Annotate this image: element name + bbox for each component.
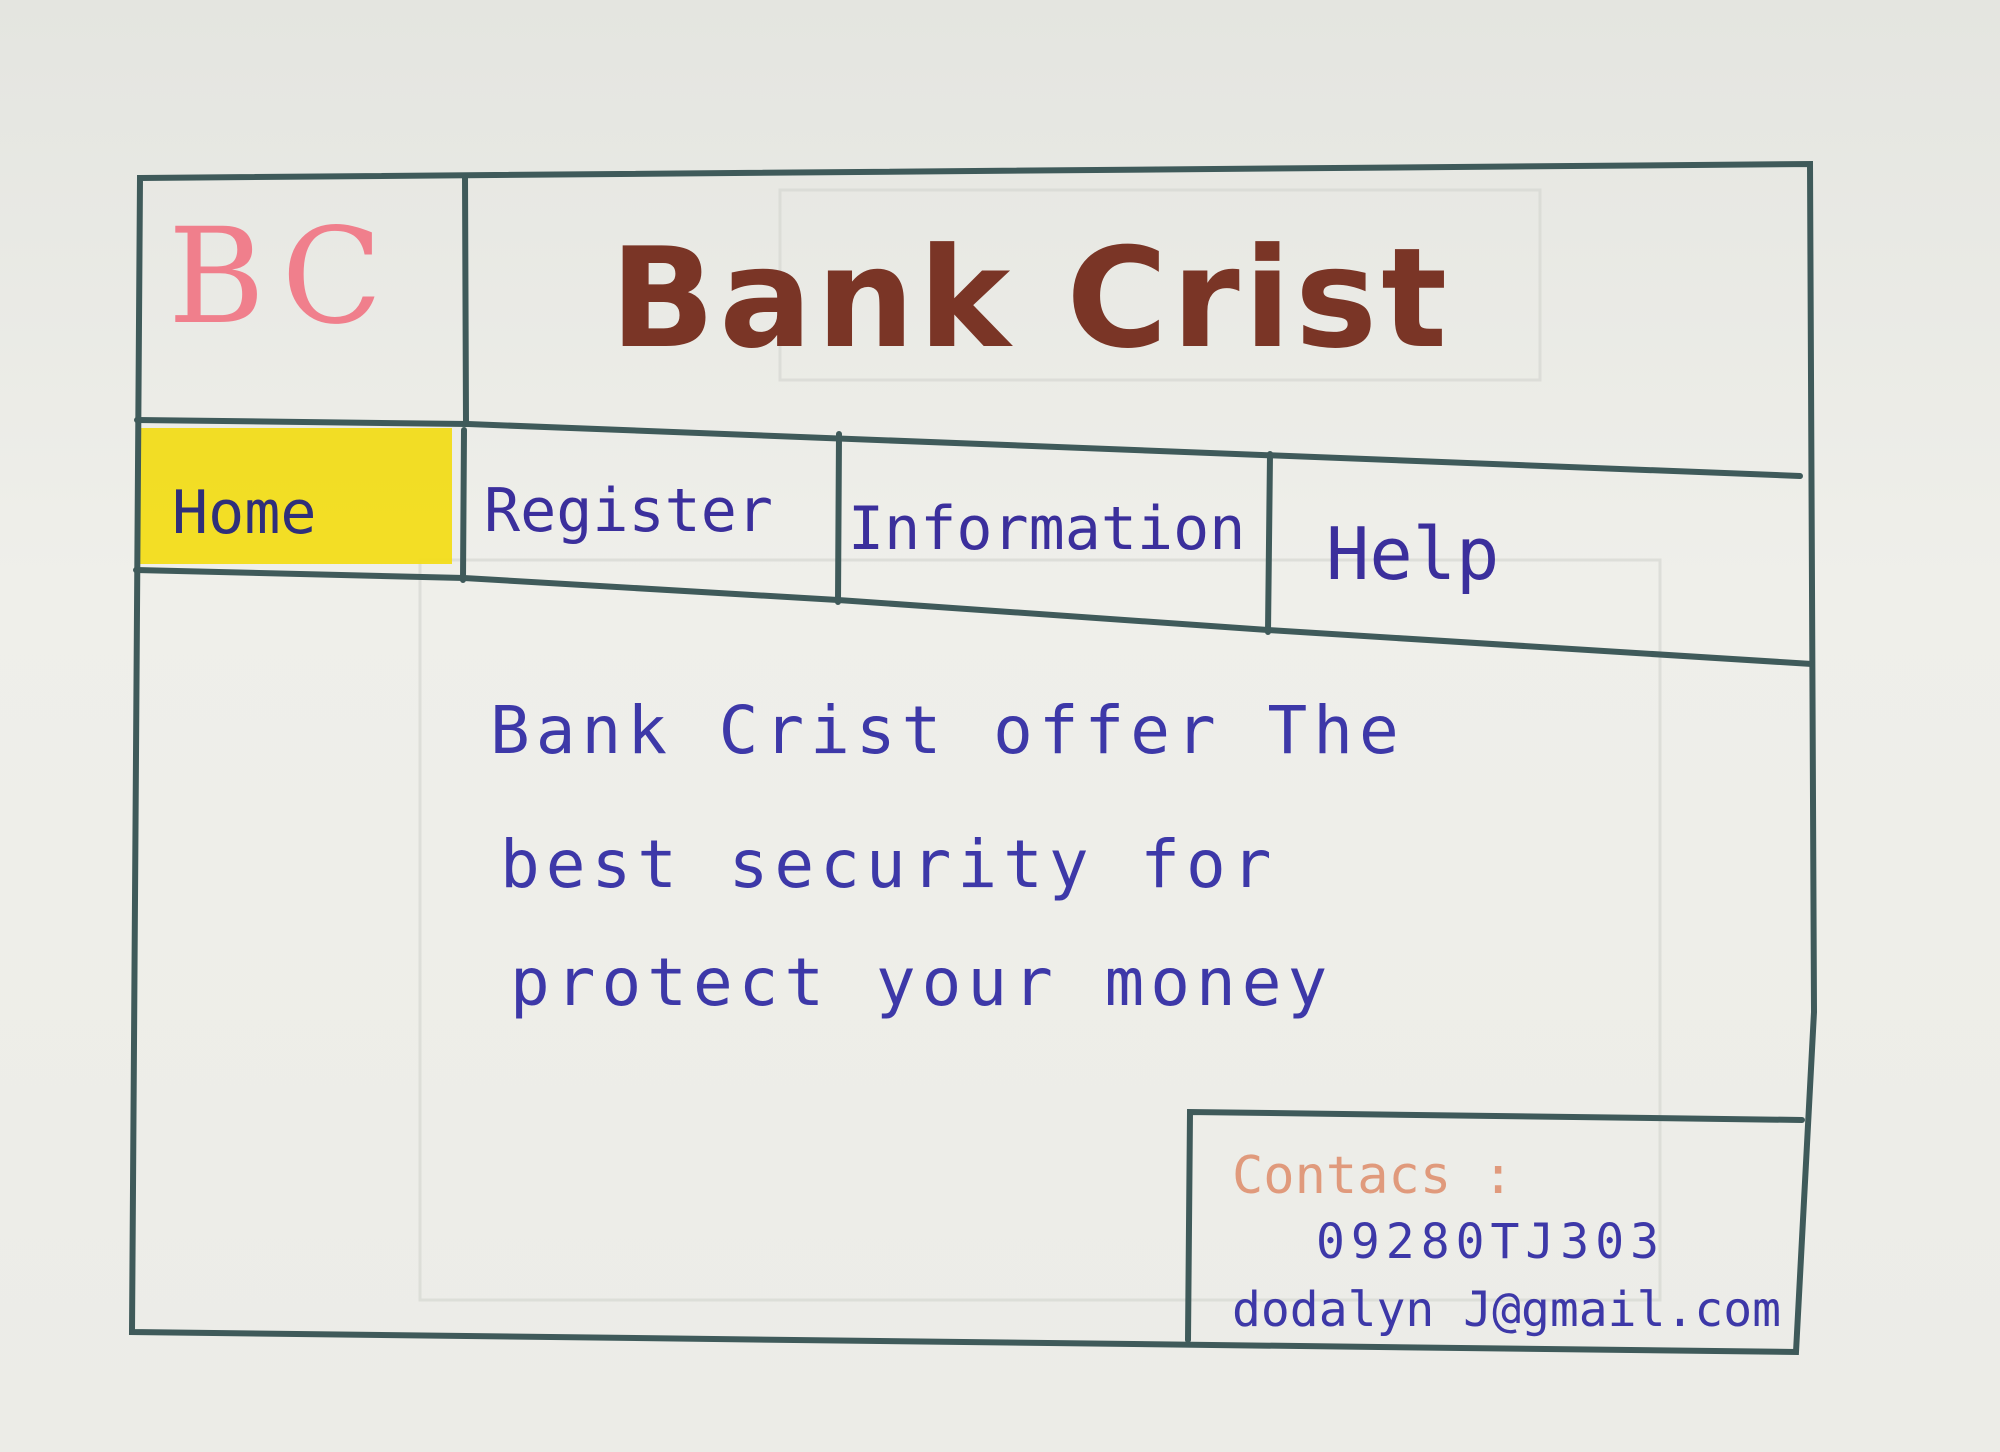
nav-item-register[interactable]: Register — [484, 476, 773, 546]
nav-bottom-line — [136, 570, 1812, 664]
nav-divider-3 — [1268, 454, 1270, 632]
header-divider — [465, 176, 466, 424]
nav-divider-1 — [463, 430, 464, 580]
nav-item-help[interactable]: Help — [1326, 512, 1500, 596]
nav-item-information[interactable]: Information — [848, 494, 1246, 564]
body-text-line: Bank Crist offer The — [490, 692, 1405, 769]
nav-item-home[interactable]: Home — [172, 478, 317, 548]
logo[interactable]: BC — [168, 200, 397, 354]
contact-heading: Contacs : — [1232, 1146, 1514, 1206]
nav-divider-2 — [838, 434, 839, 602]
contact-email[interactable]: dodalyn J@gmail.com — [1232, 1282, 1782, 1338]
body-text-line: protect your money — [510, 944, 1334, 1021]
contact-phone[interactable]: 09280TJ303 — [1316, 1214, 1665, 1270]
body-text-line: best security for — [500, 826, 1278, 903]
site-title: Bank Crist — [610, 218, 1452, 379]
